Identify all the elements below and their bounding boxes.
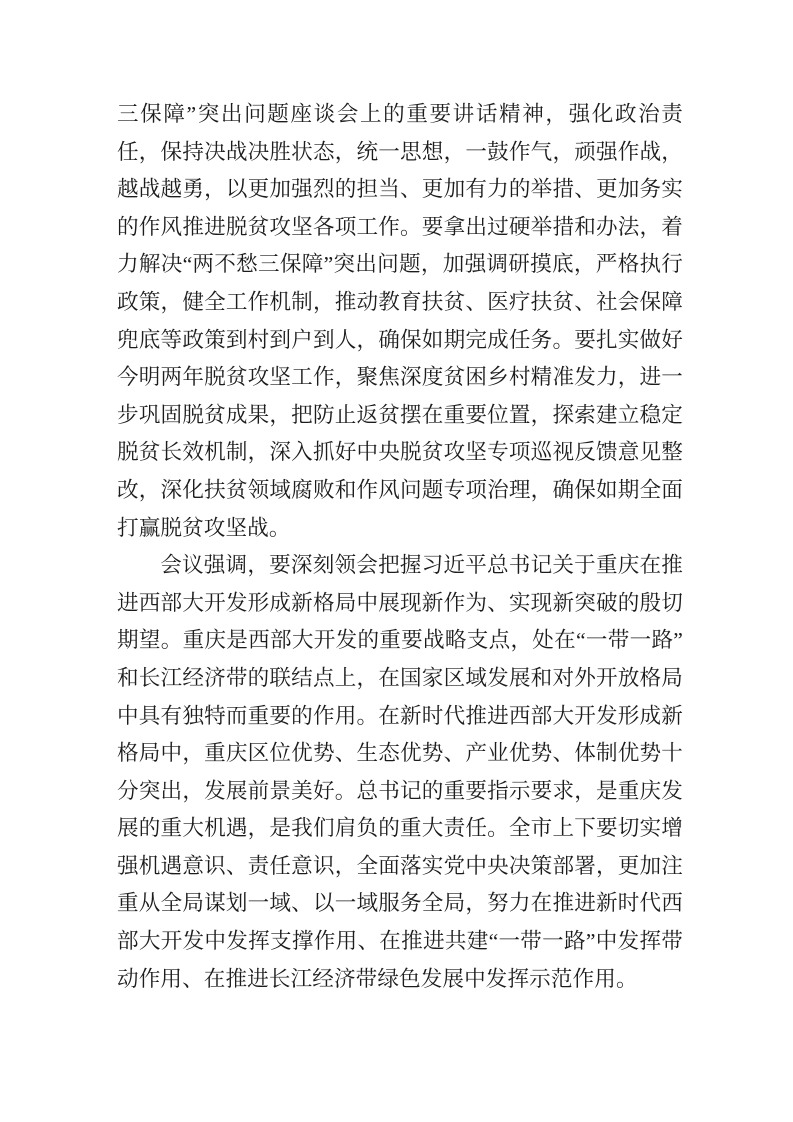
paragraph-continuation: 三保障”突出问题座谈会上的重要讲话精神，强化政治责任，保持决战决胜状态，统一思想，一鼓作气，顽强作战，越战越勇，以更加强烈的担当、更加有力的举措、更加务实的作风推进脱贫攻坚各项工作。要拿出过硬举措和办法，着力解决“两不愁三保障”突出问题，加强调研摸底，严格执行政策，健全工作机制，推动教育扶贫、医疗扶贫、社会保障兜底等政策到村到户到人，确保如期完成任务。要扎实做好今明两年脱贫攻坚工作，聚焦深度贫困乡村精准发力，进一步巩固脱贫成果，把防止返贫摆在重要位置，探索建立稳定脱贫长效机制，深入抓好中央脱贫攻坚专项巡视反馈意见整改，深化扶贫领域腐败和作风问题专项治理，确保如期全面打赢脱贫攻坚战。	[117, 102, 683, 540]
paragraph-meeting-emphasis: 会议强调，要深刻领会把握习近平总书记关于重庆在推进西部大开发形成新格局中展现新作为、实现新突破的殷切期望。重庆是西部大开发的重要战略支点，处在“一带一路”和长江经济带的联结点上，在国家区域发展和对外开放格局中具有独特而重要的作用。在新时代推进西部大开发形成新格局中，重庆区位优势、生态优势、产业优势、体制优势十分突出，发展前景美好。总书记的重要指示要求，是重庆发展的重大机遇，是我们肩负的重大责任。全市上下要切实增强机遇意识、责任意识，全面落实党中央决策部署，更加注重从全局谋划一域、以一域服务全局，努力在推进新时代西部大开发中发挥支撑作用、在推进共建“一带一路”中发挥带动作用、在推进长江经济带绿色发展中发挥示范作用。	[117, 553, 683, 991]
document-body	[117, 96, 683, 998]
